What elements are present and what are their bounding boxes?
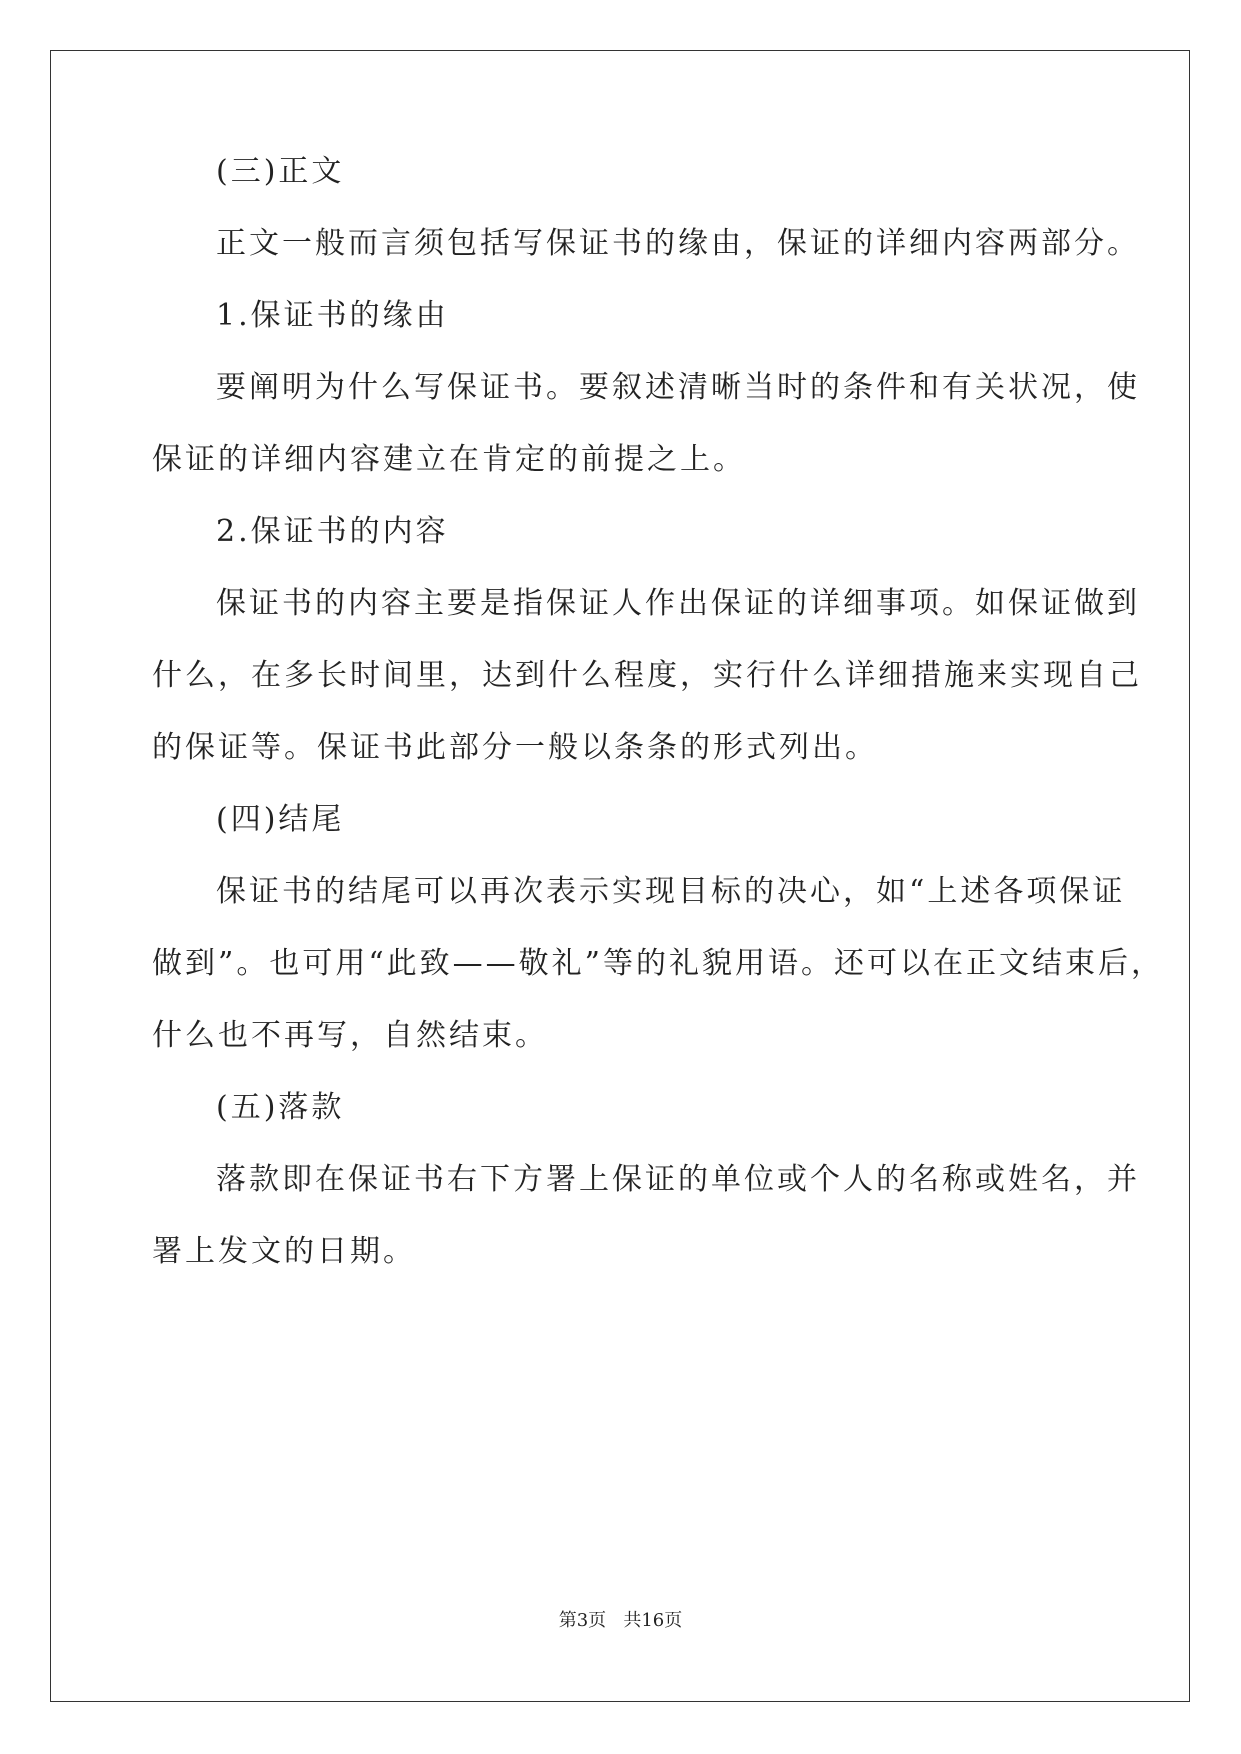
paragraph-reason-line-2: 保证的详细内容建立在肯定的前提之上。 (152, 442, 746, 477)
paragraph-reason-line-1: 要阐明为什么写保证书。要叙述清晰当时的条件和有关状况，使 (216, 370, 1140, 405)
paragraph-ending-line-1: 保证书的结尾可以再次表示实现目标的决心，如“上述各项保证 (216, 874, 1126, 909)
paragraph-signature-line-1: 落款即在保证书右下方署上保证的单位或个人的名称或姓名，并 (216, 1162, 1140, 1197)
page-number-footer: 第3页 共16页 (558, 1610, 683, 1631)
paragraph-content-line-3: 的保证等。保证书此部分一般以条条的形式列出。 (152, 730, 878, 765)
paragraph-ending-line-2: 做到”。也可用“此致——敬礼”等的礼貌用语。还可以在正文结束后， (152, 946, 1165, 981)
subheading-content: 2.保证书的内容 (216, 514, 449, 549)
paragraph-content-line-1: 保证书的内容主要是指保证人作出保证的详细事项。如保证做到 (216, 586, 1140, 621)
paragraph-ending-line-3: 什么也不再写，自然结束。 (152, 1018, 548, 1053)
paragraph-content-line-2: 什么，在多长时间里，达到什么程度，实行什么详细措施来实现自己 (152, 658, 1142, 693)
section-heading-ending: (四)结尾 (216, 802, 345, 837)
section-heading-signature: (五)落款 (216, 1090, 345, 1125)
paragraph-signature-line-2: 署上发文的日期。 (152, 1234, 416, 1269)
subheading-reason: 1.保证书的缘由 (216, 298, 449, 333)
paragraph-body-intro: 正文一般而言须包括写保证书的缘由，保证的详细内容两部分。 (216, 226, 1140, 261)
section-heading-body: (三)正文 (216, 154, 345, 189)
